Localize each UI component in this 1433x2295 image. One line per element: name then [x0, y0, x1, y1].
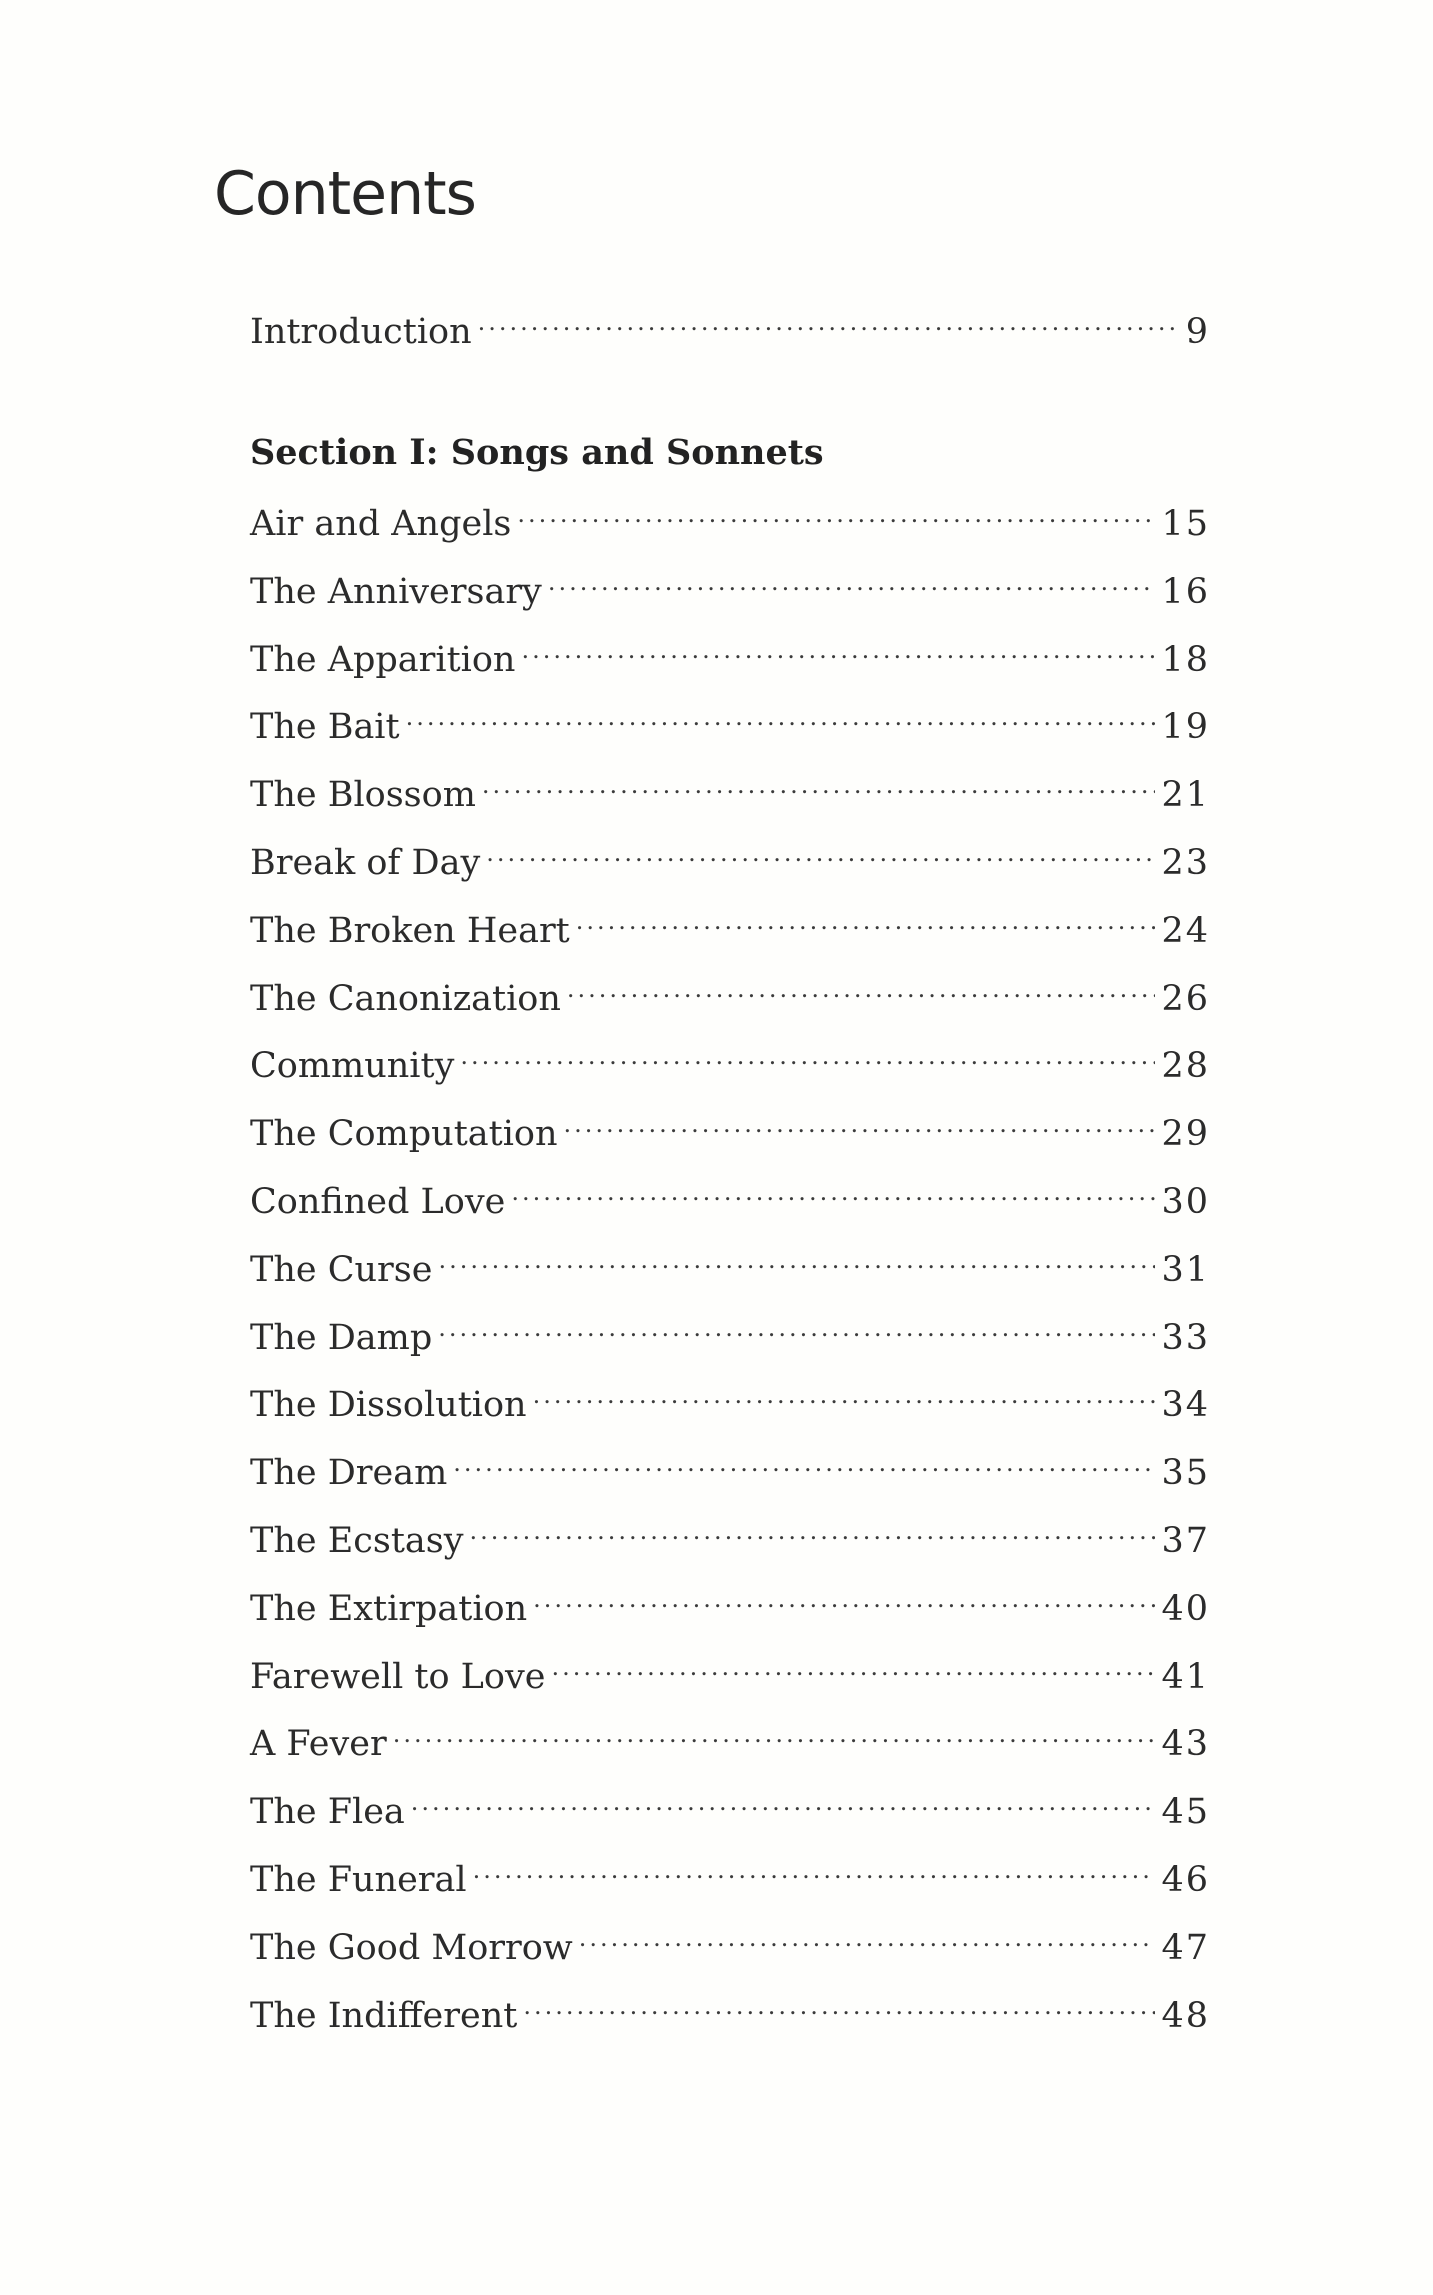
toc-leader-dots — [470, 1502, 1156, 1552]
toc-entry-label: The Damp — [250, 1317, 433, 1358]
toc-leader-dots — [460, 1027, 1155, 1077]
toc-entry-page: 48 — [1161, 1995, 1210, 2036]
toc-entry-label: Introduction — [250, 312, 472, 352]
toc-leader-dots — [533, 1570, 1155, 1620]
toc-entry — [250, 1773, 1210, 1833]
toc-entry-label: The Canonization — [250, 978, 561, 1019]
toc-entry — [250, 756, 1210, 816]
toc-entry-page: 34 — [1161, 1385, 1210, 1426]
toc-entry-label: The Dissolution — [250, 1385, 527, 1426]
toc-leader-dots — [551, 1638, 1155, 1688]
toc-leader-dots — [453, 1434, 1155, 1484]
toc-leader-dots — [576, 892, 1156, 942]
toc-entry-page: 16 — [1161, 571, 1210, 612]
toc-entry — [250, 1231, 1210, 1290]
toc-leader-dots — [438, 1231, 1155, 1281]
toc-entry-page: 45 — [1161, 1792, 1210, 1833]
toc-entry — [250, 1909, 1210, 1968]
toc-entry — [250, 1502, 1210, 1561]
toc-entry — [250, 1841, 1210, 1900]
toc-leader-dots — [564, 1095, 1156, 1145]
toc-leader-dots — [533, 1366, 1156, 1416]
toc-entry-label: Community — [250, 1046, 455, 1087]
toc-entry-label: The Funeral — [250, 1860, 467, 1900]
toc-leader-dots — [406, 688, 1156, 738]
toc-leader-dots — [521, 621, 1155, 671]
toc-entry-label: The Flea — [250, 1792, 405, 1833]
toc-entry-label: The Anniversary — [250, 571, 542, 612]
toc-entry-label: The Indifferent — [250, 1995, 518, 2036]
toc-entry-page: 46 — [1161, 1860, 1210, 1900]
toc-leader-dots — [567, 960, 1156, 1010]
toc-entry-label: The Broken Heart — [250, 910, 570, 951]
toc-leader-dots — [473, 1841, 1156, 1891]
toc-entry — [250, 1570, 1210, 1629]
toc-leader-dots — [482, 756, 1156, 806]
toc-entry — [250, 892, 1210, 951]
toc-entry-page: 18 — [1161, 639, 1210, 680]
toc-leader-dots — [548, 553, 1156, 603]
toc-leader-dots — [523, 1977, 1155, 2027]
toc-entry-label: A Fever — [250, 1724, 387, 1765]
toc-entry — [250, 1705, 1210, 1765]
toc-leader-dots — [393, 1705, 1156, 1755]
toc-entry-page: 31 — [1161, 1249, 1210, 1290]
toc-entry-page: 26 — [1161, 978, 1210, 1019]
toc-entry-label: The Dream — [250, 1453, 448, 1494]
toc-leader-dots — [517, 485, 1155, 535]
toc-entry-page: 23 — [1161, 843, 1210, 883]
toc-leader-dots — [478, 293, 1180, 343]
toc-leader-dots — [438, 1299, 1155, 1349]
toc-entry — [250, 1163, 1210, 1222]
toc-entry — [250, 485, 1210, 544]
toc-entry-page: 9 — [1185, 312, 1210, 352]
toc-entry-introduction — [250, 293, 1210, 352]
toc-entry — [250, 1977, 1210, 2036]
toc-entry — [250, 1027, 1210, 1087]
toc-entry-label: The Extirpation — [250, 1588, 528, 1629]
toc-leader-dots — [486, 824, 1155, 874]
toc-entry-label: The Curse — [250, 1249, 433, 1290]
toc-entry-page: 21 — [1161, 775, 1210, 816]
toc-entry-label: Air and Angels — [250, 504, 512, 544]
toc-leader-dots — [511, 1163, 1155, 1213]
toc-entry-label: Break of Day — [250, 843, 481, 883]
toc-entry — [250, 688, 1210, 748]
toc-entry-label: The Computation — [250, 1114, 558, 1155]
toc-entry-page: 24 — [1161, 910, 1210, 951]
toc-entry — [250, 824, 1210, 883]
toc-entry-page: 33 — [1161, 1317, 1210, 1358]
toc-leader-dots — [411, 1773, 1156, 1823]
toc-entry — [250, 1366, 1210, 1426]
section-heading: Section I: Songs and Sonnets — [250, 432, 824, 473]
toc-entry-page: 30 — [1161, 1182, 1210, 1222]
toc-entry-page: 40 — [1161, 1588, 1210, 1629]
toc-entry-label: Confined Love — [250, 1182, 506, 1222]
toc-entry-label: Farewell to Love — [250, 1656, 546, 1697]
toc-entry-label: The Ecstasy — [250, 1521, 464, 1561]
toc-entry — [250, 1434, 1210, 1494]
toc-entry-label: The Apparition — [250, 639, 516, 680]
page-title: Contents — [214, 159, 476, 229]
toc-entry-page: 43 — [1161, 1724, 1210, 1765]
toc-entry-page: 19 — [1161, 707, 1210, 748]
toc-entry — [250, 553, 1210, 612]
toc-entry — [250, 1299, 1210, 1358]
toc-leader-dots — [579, 1909, 1156, 1959]
toc-entry-page: 15 — [1161, 504, 1210, 544]
toc-entry-page: 29 — [1161, 1114, 1210, 1155]
toc-entry-page: 41 — [1161, 1656, 1210, 1697]
toc-entry — [250, 960, 1210, 1019]
toc-entry-page: 28 — [1161, 1046, 1210, 1087]
toc-entry-label: The Good Morrow — [250, 1927, 573, 1968]
toc-entry — [250, 1095, 1210, 1155]
toc-entry — [250, 621, 1210, 680]
toc-entry-page: 37 — [1161, 1521, 1210, 1561]
toc-entry-label: The Bait — [250, 707, 400, 748]
toc-entry — [250, 1638, 1210, 1697]
toc-entry-page: 35 — [1161, 1453, 1210, 1494]
toc-entry-label: The Blossom — [250, 775, 476, 816]
toc-entry-page: 47 — [1161, 1927, 1210, 1968]
